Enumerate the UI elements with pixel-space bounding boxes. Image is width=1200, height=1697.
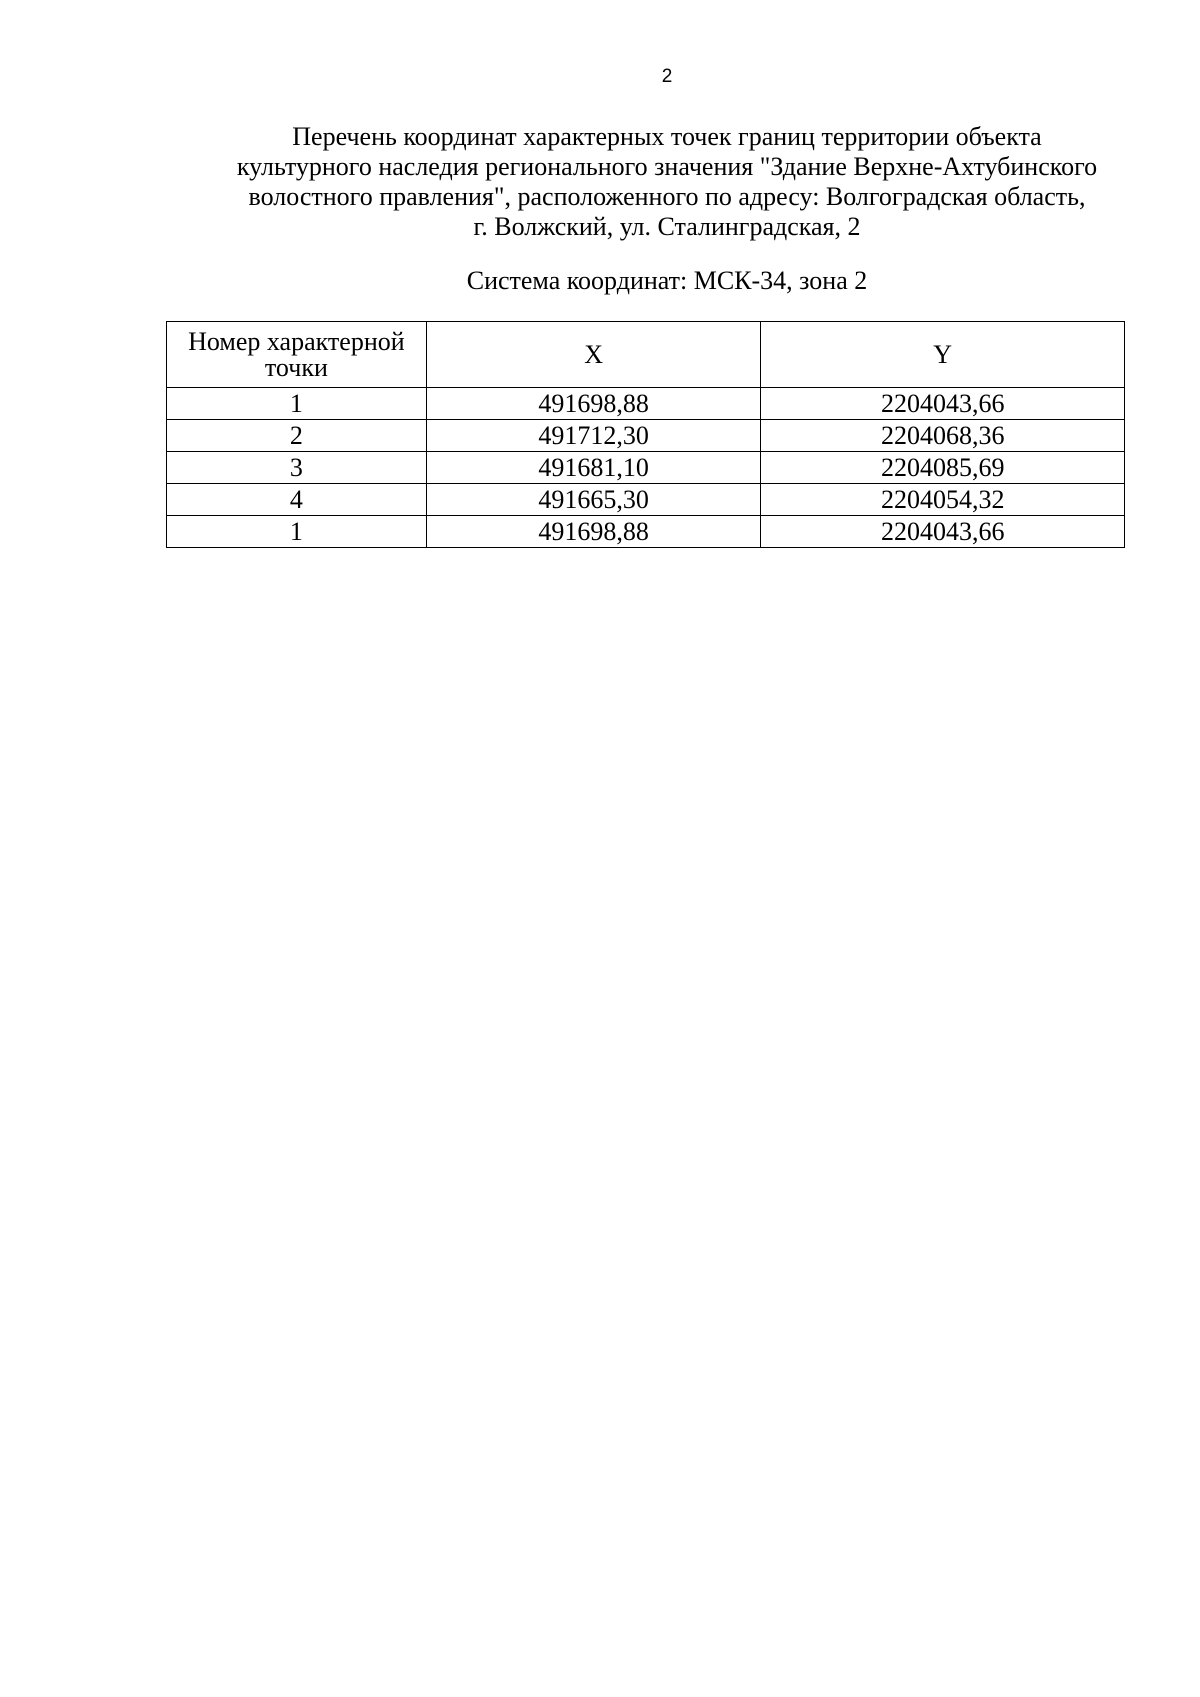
document-title-line: Перечень координат характерных точек границ территории объекта (292, 122, 1042, 151)
cell-y: 2204054,32 (761, 484, 1125, 516)
cell-x: 491712,30 (426, 420, 761, 452)
coordinate-system-label: Система координат: МСК-34, зона 2 (466, 266, 868, 295)
cell-point-number: 1 (167, 388, 427, 420)
page-number: 2 (661, 66, 673, 87)
cell-y: 2204043,66 (761, 388, 1125, 420)
cell-y: 2204085,69 (761, 452, 1125, 484)
coordinates-table (166, 321, 1125, 548)
cell-x: 491665,30 (426, 484, 761, 516)
table-row (167, 452, 1125, 484)
cell-point-number: 1 (167, 516, 427, 548)
cell-point-number: 2 (167, 420, 427, 452)
cell-y: 2204068,36 (761, 420, 1125, 452)
document-title-line: волостного правления", расположенного по адресу: Волгоградская область, (248, 182, 1086, 211)
table-row (167, 516, 1125, 548)
table-row (167, 484, 1125, 516)
table-row (167, 420, 1125, 452)
table-header-row (167, 322, 1125, 388)
document-title-line: г. Волжский, ул. Сталинградская, 2 (473, 212, 861, 241)
document-title (150, 122, 1184, 242)
cell-y: 2204043,66 (761, 516, 1125, 548)
cell-x: 491698,88 (426, 388, 761, 420)
header-point-number: Номер характерной точки (167, 322, 427, 388)
header-y: Y (761, 322, 1125, 388)
cell-x: 491698,88 (426, 516, 761, 548)
header-x: X (426, 322, 761, 388)
cell-point-number: 3 (167, 452, 427, 484)
document-title-line: культурного наследия регионального значения "Здание Верхне-Ахтубинского (236, 152, 1098, 181)
table-row (167, 388, 1125, 420)
cell-point-number: 4 (167, 484, 427, 516)
cell-x: 491681,10 (426, 452, 761, 484)
